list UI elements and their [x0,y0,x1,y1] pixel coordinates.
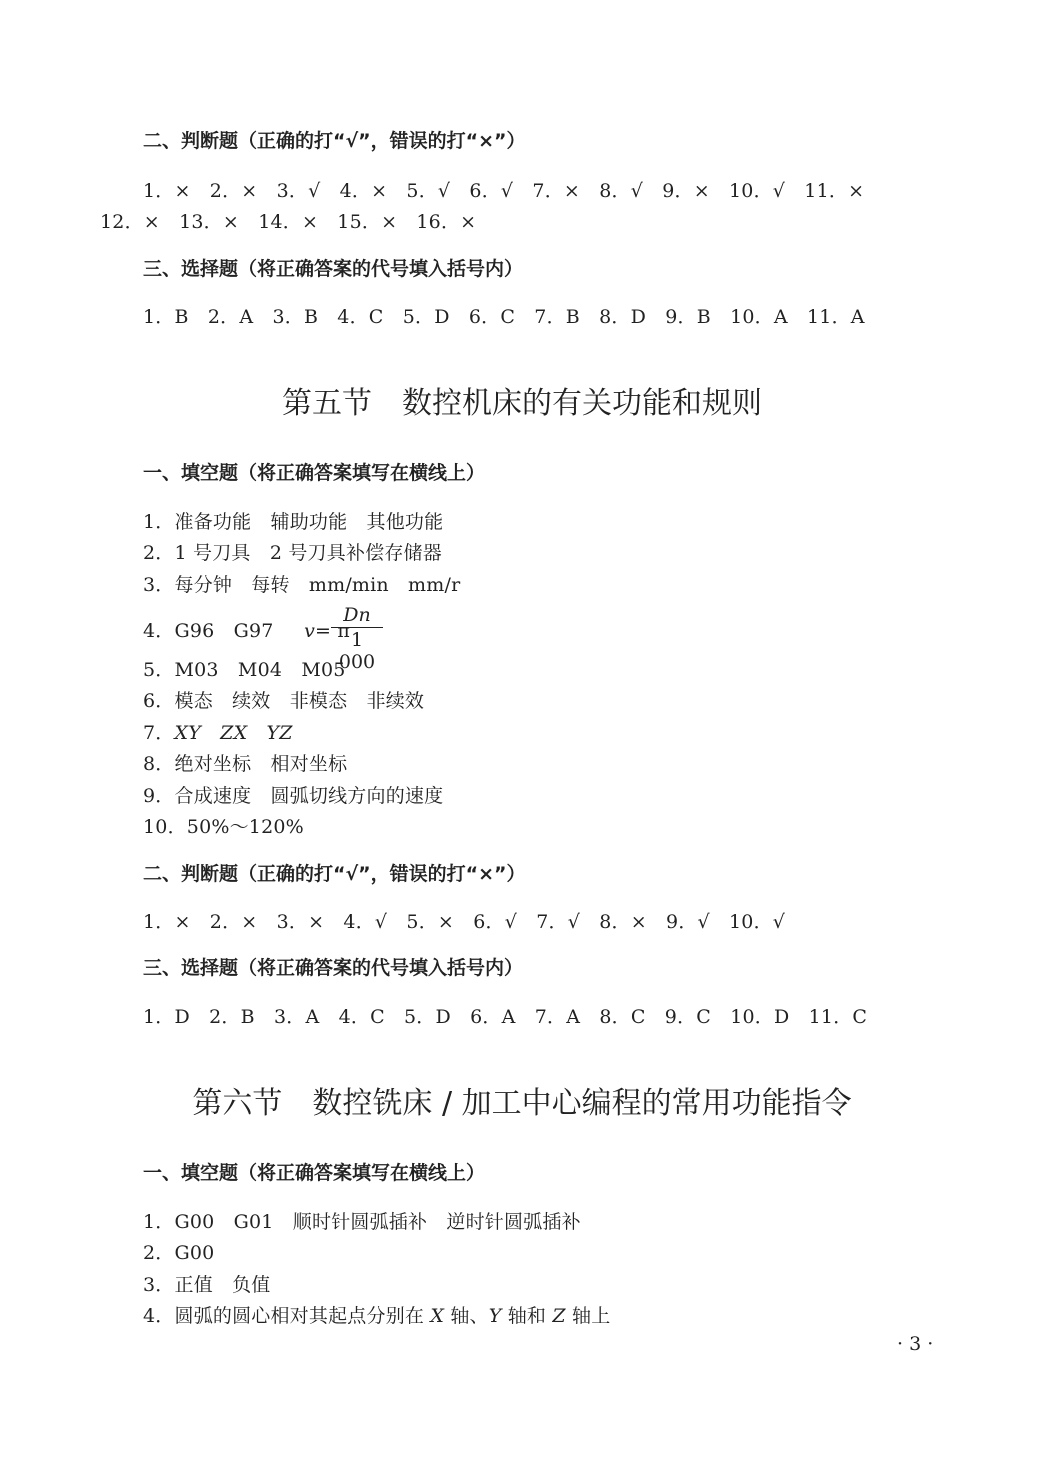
section5-judge-heading: 二、判断题（正确的打“√”，错误的打“×”） [143,863,526,885]
section5-fill-item-6: 6．模态 续效 非模态 非续效 [143,690,425,712]
item4-text-b: 轴、 [444,1305,489,1327]
choice-heading-top: 三、选择题（将正确答案的代号填入括号内） [143,258,524,280]
item4-axis-z: Z [552,1305,566,1327]
section5-fill-item-4 [143,616,350,643]
item7-axes: XY ZX YZ [174,722,293,744]
item7-prefix: 7． [143,722,175,744]
section6-fill-item-3: 3．正值 负值 [143,1274,271,1296]
section5-judge-answers: 1．× 2．× 3．× 4．√ 5．× 6．√ 7．√ 8．× 9．√ 10．√ [143,911,786,933]
judge-answers-line2: 12．× 13．× 14．× 15．× 16．× [100,211,477,233]
fraction-denominator: 1 000 [338,629,376,673]
section6-fill-item-2: 2．G00 [143,1242,215,1264]
item4-text-d: 轴上 [565,1305,611,1327]
section5-fill-item-1: 1．准备功能 辅助功能 其他功能 [143,511,444,533]
fraction-numerator: Dn [343,604,371,626]
item4-variable: v [304,620,316,642]
page-number: · 3 · [897,1333,934,1355]
fraction-bar [331,627,383,628]
section6-fill-item-4 [143,1301,610,1328]
section5-title: 第五节 数控机床的有关功能和规则 [282,386,762,421]
section5-fill-item-8: 8．绝对坐标 相对坐标 [143,753,348,775]
section5-fill-item-5: 5．M03 M04 M05 [143,659,346,681]
item4-axis-y: Y [488,1305,502,1327]
section5-choice-answers: 1．D 2．B 3．A 4．C 5．D 6．A 7．A 8．C 9．C 10．D 11．C [143,1006,868,1028]
item4-text-c: 轴和 [501,1305,553,1327]
judge-heading-top: 二、判断题（正确的打“√”，错误的打“×”） [143,130,526,152]
section5-fill-item-9: 9．合成速度 圆弧切线方向的速度 [143,785,444,807]
item4-equals-pi: = π [315,620,351,642]
section5-fill-item-3: 3．每分钟 每转 mm/min mm/r [143,574,461,596]
item4-axis-x: X [430,1305,445,1327]
choice-answers-top: 1．B 2．A 3．B 4．C 5．D 6．C 7．B 8．D 9．B 10．A 11．A [143,306,865,328]
section5-choice-heading: 三、选择题（将正确答案的代号填入括号内） [143,957,524,979]
item4-prefix: 4．G96 G97 [143,620,274,642]
section6-fill-heading: 一、填空题（将正确答案填写在横线上） [143,1162,486,1184]
item4-text-a: 4．圆弧的圆心相对其起点分别在 [143,1305,431,1327]
section5-fill-heading: 一、填空题（将正确答案填写在横线上） [143,462,486,484]
judge-answers-line1: 1．× 2．× 3．√ 4．× 5．√ 6．√ 7．× 8．√ 9．× 10．√ 11．× [143,180,865,202]
section6-fill-item-1: 1．G00 G01 顺时针圆弧插补 逆时针圆弧插补 [143,1211,581,1233]
section5-fill-item-2: 2．1 号刀具 2 号刀具补偿存储器 [143,542,442,564]
section6-title: 第六节 数控铣床 / 加工中心编程的常用功能指令 [192,1086,852,1121]
section5-fill-item-10: 10．50%～120% [143,816,304,838]
section5-fill-item-7 [143,718,293,745]
